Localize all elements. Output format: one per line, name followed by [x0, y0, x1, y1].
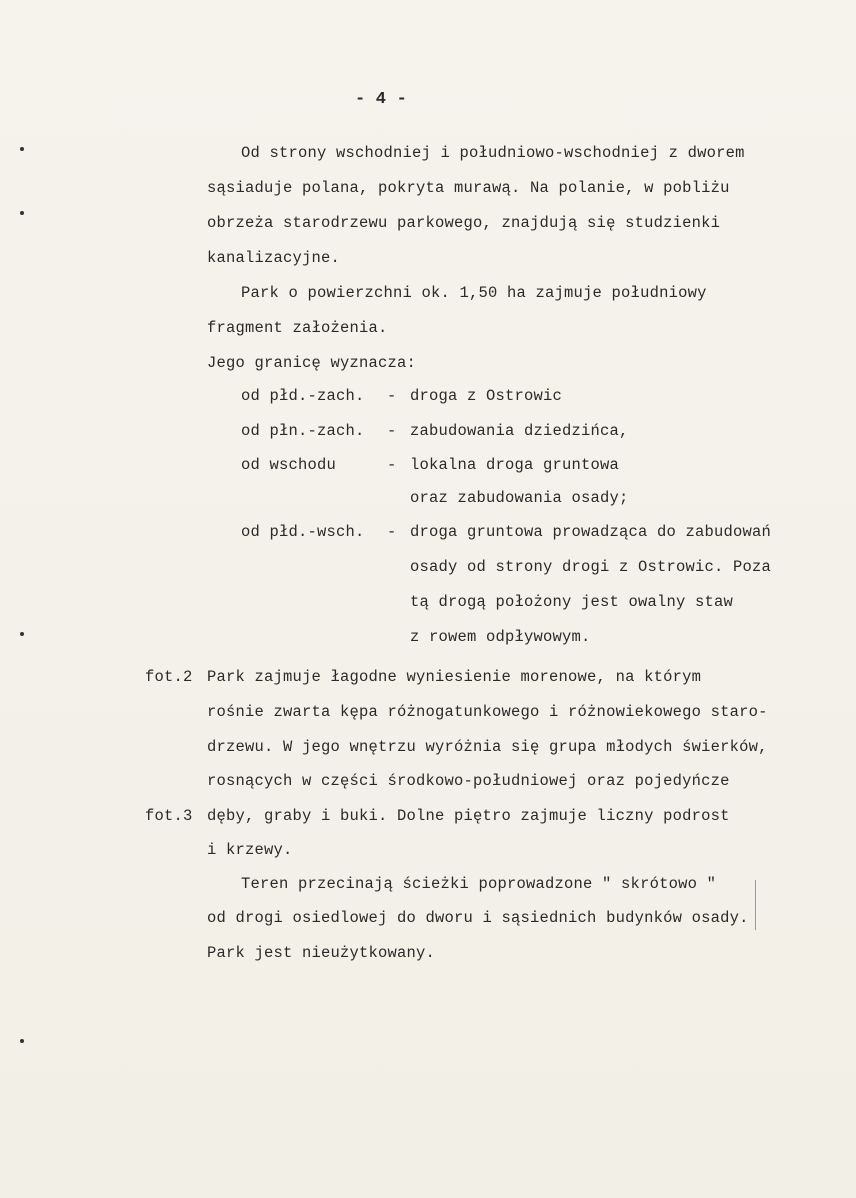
border-text-4-line-2: osady od strony drogi z Ostrowic. Poza: [410, 558, 772, 576]
border-text-3-line-2: oraz zabudowania osady;: [410, 489, 629, 507]
paragraph-3-line-5: dęby, graby i buki. Dolne piętro zajmuje liczny podrost: [207, 807, 730, 825]
paragraph-2-line-2: fragment założenia.: [207, 319, 388, 337]
margin-punch-mark: [20, 1039, 24, 1043]
border-dash-4: -: [387, 523, 397, 541]
border-dash-1: -: [387, 387, 397, 405]
border-text-4-line-3: tą drogą położony jest owalny staw: [410, 593, 734, 611]
paragraph-4-line-3: Park jest nieużytkowany.: [207, 944, 436, 962]
margin-note-fot2: fot.2: [145, 668, 193, 686]
paragraph-1-line-3: obrzeża starodrzewu parkowego, znajdują się studzienki: [207, 214, 721, 232]
border-label-4: od płd.-wsch.: [241, 523, 365, 541]
paragraph-1-line-2: sąsiaduje polana, pokryta murawą. Na polanie, w pobliżu: [207, 179, 730, 197]
border-dash-2: -: [387, 422, 397, 440]
margin-punch-mark: [20, 211, 24, 215]
border-label-3: od wschodu: [241, 456, 337, 474]
border-dash-3: -: [387, 456, 397, 474]
paragraph-3-line-3: drzewu. W jego wnętrzu wyróżnia się grupa młodych świerków,: [207, 738, 768, 756]
margin-punch-mark: [20, 147, 24, 151]
paragraph-2-line-1: Park o powierzchni ok. 1,50 ha zajmuje południowy: [241, 284, 707, 302]
border-text-2: zabudowania dziedzińca,: [410, 422, 629, 440]
border-label-2: od płn.-zach.: [241, 422, 365, 440]
paragraph-4-line-2: od drogi osiedlowej do dworu i sąsiednich budynków osady.: [207, 909, 749, 927]
border-text-4-line-1: droga gruntowa prowadząca do zabudowań: [410, 523, 772, 541]
paragraph-1-line-1: Od strony wschodniej i południowo-wschodniej z dworem: [241, 144, 745, 162]
margin-punch-mark: [20, 632, 24, 636]
paragraph-3-line-1: Park zajmuje łagodne wyniesienie morenowe, na którym: [207, 668, 702, 686]
paper-scratch-line: [755, 880, 756, 930]
paragraph-3-line-4: rosnących w części środkowo-południowej oraz pojedyńcze: [207, 772, 730, 790]
paragraph-3-line-2: rośnie zwarta kępa różnogatunkowego i różnowiekowego staro-: [207, 703, 768, 721]
margin-note-fot3: fot.3: [145, 807, 193, 825]
page-number: - 4 -: [355, 90, 408, 109]
border-intro: Jego granicę wyznacza:: [207, 354, 417, 372]
border-text-4-line-4: z rowem odpływowym.: [410, 628, 591, 646]
border-label-1: od płd.-zach.: [241, 387, 365, 405]
paragraph-1-line-4: kanalizacyjne.: [207, 249, 341, 267]
paragraph-3-line-6: i krzewy.: [207, 841, 293, 859]
border-text-3-line-1: lokalna droga gruntowa: [410, 456, 620, 474]
border-text-1: droga z Ostrowic: [410, 387, 563, 405]
paragraph-4-line-1: Teren przecinają ścieżki poprowadzone " skrótowo ": [241, 875, 717, 893]
